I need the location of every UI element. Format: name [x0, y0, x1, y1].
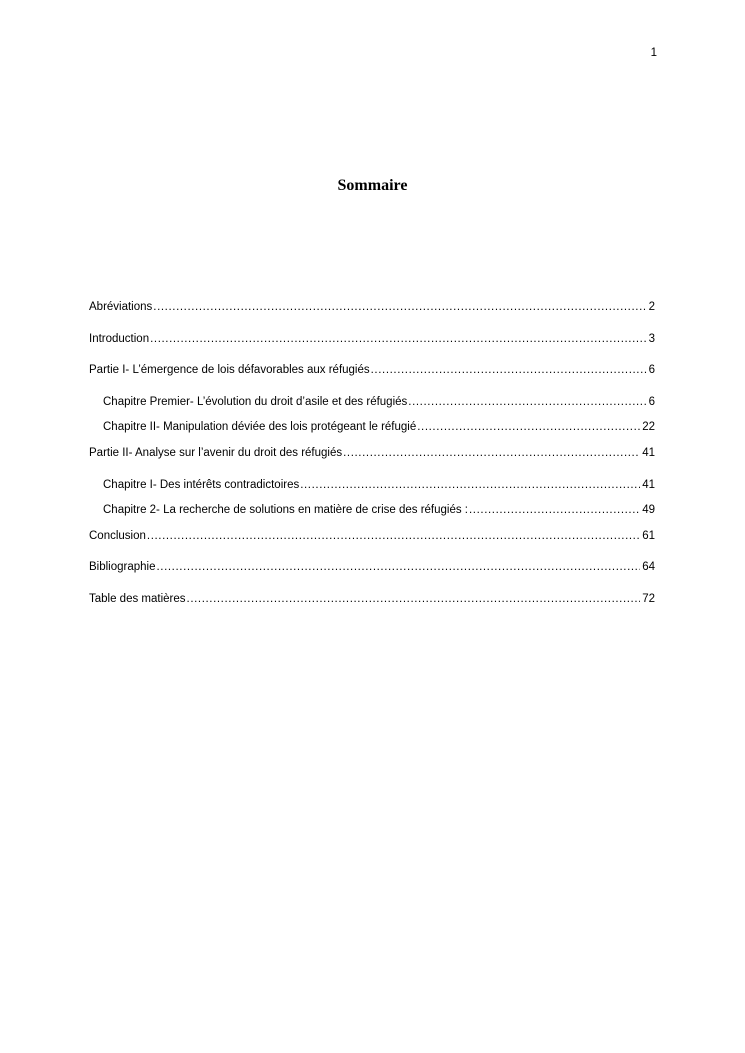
- toc-entry-label: Partie I- L’émergence de lois défavorables aux réfugiés: [89, 364, 370, 376]
- toc-entry-page: 64: [642, 561, 655, 573]
- toc-entry-label: Bibliographie: [89, 561, 156, 573]
- toc-entry-label: Chapitre Premier- L’évolution du droit d’asile et des réfugiés: [103, 396, 408, 408]
- toc-dot-leader: [343, 445, 640, 461]
- toc-entry-conclusion[interactable]: [89, 528, 655, 544]
- toc-entry-label: Partie II- Analyse sur l’avenir du droit des réfugiés: [89, 447, 343, 459]
- toc-entry-label: Conclusion: [89, 530, 146, 542]
- toc-entry-label: Chapitre I- Des intérêts contradictoires: [103, 479, 300, 491]
- toc-entry-page: 61: [642, 530, 655, 542]
- toc-entry-label: Table des matières: [89, 593, 186, 605]
- toc-entry-label: Abréviations: [89, 301, 153, 313]
- toc-dot-leader: [187, 591, 641, 607]
- toc-entry-abreviations[interactable]: [89, 299, 655, 315]
- toc-entry-page: 22: [642, 421, 655, 433]
- toc-entry-introduction[interactable]: [89, 331, 655, 347]
- toc-dot-leader: [408, 394, 646, 410]
- toc-dot-leader: [417, 419, 640, 435]
- toc-entry-partie-2[interactable]: [89, 445, 655, 461]
- toc-entry-page: 6: [648, 364, 655, 376]
- toc-entry-page: 41: [642, 447, 655, 459]
- toc-dot-leader: [147, 528, 640, 544]
- toc-entry-page: 2: [648, 301, 655, 313]
- toc-entry-page: 41: [642, 479, 655, 491]
- toc-entry-label: Introduction: [89, 333, 150, 345]
- toc-entry-chapitre-2[interactable]: [103, 419, 655, 435]
- toc-entry-label: Chapitre II- Manipulation déviée des lois protégeant le réfugié: [103, 421, 417, 433]
- page-title: Sommaire: [337, 177, 408, 194]
- toc-entry-page: 6: [648, 396, 655, 408]
- toc-dot-leader: [371, 362, 647, 378]
- toc-dot-leader: [469, 502, 640, 518]
- toc-dot-leader: [157, 559, 641, 575]
- page-number: 1: [650, 47, 657, 59]
- toc-entry-partie-1[interactable]: [89, 362, 655, 378]
- toc-entry-page: 49: [642, 504, 655, 516]
- toc-dot-leader: [150, 331, 646, 347]
- toc-dot-leader: [300, 477, 640, 493]
- toc-entry-chapitre-i[interactable]: [103, 477, 655, 493]
- toc-entry-chapitre-2-solutions[interactable]: [103, 502, 655, 518]
- toc-entry-page: 72: [642, 593, 655, 605]
- toc-entry-label: Chapitre 2- La recherche de solutions en matière de crise des réfugiés :: [103, 504, 469, 516]
- toc-entry-bibliographie[interactable]: [89, 559, 655, 575]
- toc-entry-table-des-matieres[interactable]: [89, 591, 655, 607]
- toc-entry-chapitre-premier[interactable]: [103, 394, 655, 410]
- toc-dot-leader: [153, 299, 646, 315]
- toc-entry-page: 3: [648, 333, 655, 345]
